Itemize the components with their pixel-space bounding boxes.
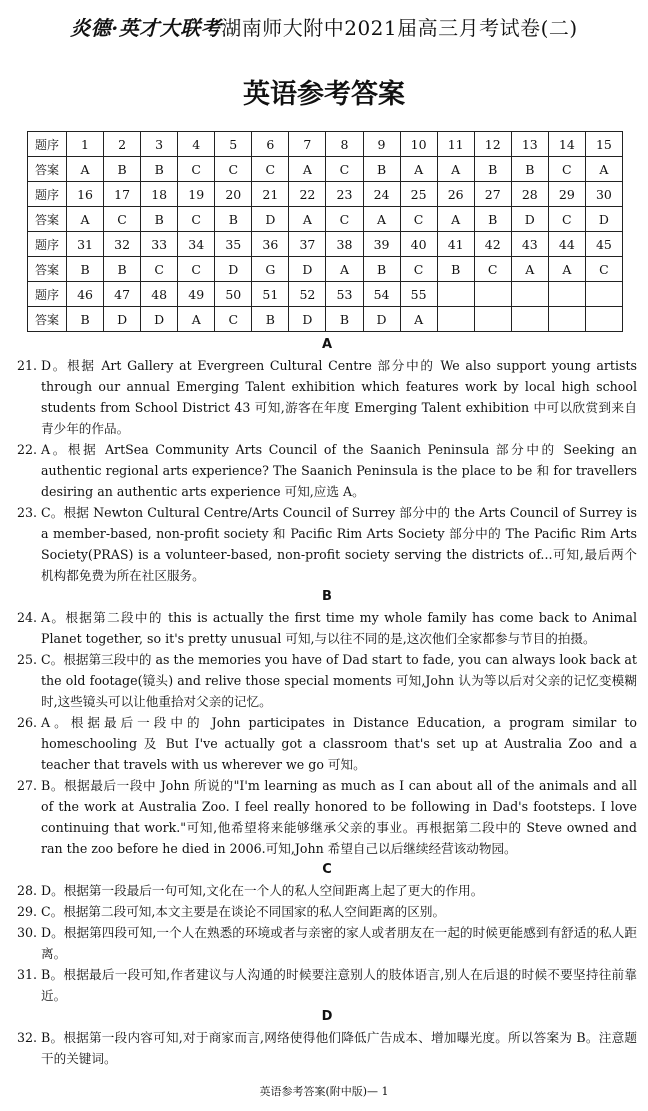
- answer-cell: D: [289, 307, 326, 332]
- answer-cell: C: [104, 207, 141, 232]
- answer-cell: G: [252, 257, 289, 282]
- answer-cell: C: [400, 257, 437, 282]
- explanation-item: [17, 901, 637, 922]
- answer-cell: B: [67, 307, 104, 332]
- explanation-text: D。根据第一段最后一句可知,文化在一个人的私人空间距离上起了更大的作用。: [41, 883, 484, 898]
- answer-cell: B: [104, 157, 141, 182]
- question-number-cell: 54: [363, 282, 400, 307]
- question-number-cell: 38: [326, 232, 363, 257]
- question-number-cell: [585, 282, 622, 307]
- answer-cell: B: [104, 257, 141, 282]
- question-number: 22.: [17, 442, 38, 457]
- explanation-text: B。根据最后一段中 John 所说的"I'm learning as much as I can about all of the animals and all of the work at Australia Zoo. I feel really honored to be following in Dad's footsteps. I love continuing that work."可知,他希望将来能够继承父亲的事业。再根据第二段中的 Steve owned and ran the zoo before he died in 2006.可知,John 希望自己以后继续经营该动物园。: [41, 778, 637, 856]
- answer-cell: C: [400, 207, 437, 232]
- question-number-cell: 7: [289, 132, 326, 157]
- question-number-cell: 8: [326, 132, 363, 157]
- answer-cell: A: [67, 157, 104, 182]
- question-number-cell: 32: [104, 232, 141, 257]
- question-number-cell: 27: [474, 182, 511, 207]
- question-number: 24.: [17, 610, 38, 625]
- answer-cell: C: [178, 157, 215, 182]
- question-number-cell: 13: [511, 132, 548, 157]
- question-number-cell: 55: [400, 282, 437, 307]
- answer-cell: B: [511, 157, 548, 182]
- row-label: 答案: [28, 207, 67, 232]
- question-number-cell: 28: [511, 182, 548, 207]
- answer-cell: B: [67, 257, 104, 282]
- question-number-cell: 9: [363, 132, 400, 157]
- answer-cell: D: [141, 307, 178, 332]
- section-label: C: [322, 862, 332, 877]
- explanation-text: B。根据最后一段可知,作者建议与人沟通的时候要注意别人的肢体语言,别人在后退的时候不要坚持往前靠近。: [41, 967, 637, 1003]
- question-number: 29.: [17, 904, 38, 919]
- explanation-text: C。根据 Newton Cultural Centre/Arts Council of Surrey 部分中的 the Arts Council of Surrey is a member-based, non-profit society 和 Pacific Rim Arts Society 部分中的 The Pacific Rim Arts Society(PRAS) is a volunteer-based, non-profit society serving the districts of...可知,最后两个机构都免费为所在社区服务。: [41, 505, 637, 583]
- question-number: 25.: [17, 652, 38, 667]
- explanation-text: A。根据最后一段中的 John participates in Distance Education, a program similar to homeschooling 及 But I've actually got a classroom that's set up at Australia Zoo and a teacher that travels with us wherever we go 可知。: [41, 715, 637, 772]
- question-number-cell: 25: [400, 182, 437, 207]
- question-number-cell: 19: [178, 182, 215, 207]
- answer-cell: A: [363, 207, 400, 232]
- answer-cell: D: [104, 307, 141, 332]
- answer-cell: C: [326, 157, 363, 182]
- question-number-cell: [437, 282, 474, 307]
- explanation-item: [17, 355, 637, 439]
- answer-row: [28, 157, 623, 182]
- answer-cell: A: [585, 157, 622, 182]
- question-number-cell: 24: [363, 182, 400, 207]
- question-number: 32.: [17, 1030, 38, 1045]
- answer-cell: [585, 307, 622, 332]
- answer-cell: A: [437, 157, 474, 182]
- section-label: D: [321, 1009, 333, 1024]
- answer-cell: B: [215, 207, 252, 232]
- explanation-item: [17, 607, 637, 649]
- question-number-cell: [511, 282, 548, 307]
- answer-cell: B: [474, 207, 511, 232]
- question-number-cell: 18: [141, 182, 178, 207]
- question-number-cell: 36: [252, 232, 289, 257]
- question-number-cell: 23: [326, 182, 363, 207]
- question-number-cell: 2: [104, 132, 141, 157]
- answer-cell: B: [474, 157, 511, 182]
- explanation-item: [17, 880, 637, 901]
- question-number-cell: 50: [215, 282, 252, 307]
- answer-cell: A: [400, 307, 437, 332]
- question-number-cell: 22: [289, 182, 326, 207]
- row-label: 答案: [28, 307, 67, 332]
- explanation-text: D。根据第四段可知,一个人在熟悉的环境或者与亲密的家人或者朋友在一起的时候更能感到有舒适的私人距离。: [41, 925, 637, 961]
- question-number-cell: 12: [474, 132, 511, 157]
- question-number-cell: 45: [585, 232, 622, 257]
- answer-cell: [474, 307, 511, 332]
- answer-cell: C: [215, 157, 252, 182]
- question-number: 28.: [17, 883, 38, 898]
- header-exam-name: 湖南师大附中2021届高三月考试卷(二): [221, 16, 578, 40]
- explanation-item: [17, 1027, 637, 1069]
- explanation-item: [17, 922, 637, 964]
- question-number-cell: 6: [252, 132, 289, 157]
- answer-cell: A: [400, 157, 437, 182]
- answer-cell: C: [474, 257, 511, 282]
- question-number-cell: 33: [141, 232, 178, 257]
- answer-cell: A: [511, 257, 548, 282]
- question-number-cell: 21: [252, 182, 289, 207]
- answer-cell: C: [215, 307, 252, 332]
- question-number-cell: 5: [215, 132, 252, 157]
- explanation-text: C。根据第二段可知,本文主要是在谈论不同国家的私人空间距离的区别。: [41, 904, 446, 919]
- explanation-item: [17, 439, 637, 502]
- question-number-row: [28, 132, 623, 157]
- row-label: 答案: [28, 157, 67, 182]
- answer-cell: B: [141, 207, 178, 232]
- question-number: 23.: [17, 505, 38, 520]
- question-number: 31.: [17, 967, 38, 982]
- question-number-cell: 47: [104, 282, 141, 307]
- question-number-row: [28, 182, 623, 207]
- answer-cell: C: [326, 207, 363, 232]
- question-number-cell: 3: [141, 132, 178, 157]
- answer-cell: A: [289, 157, 326, 182]
- section-label: B: [322, 589, 332, 604]
- answer-cell: C: [141, 257, 178, 282]
- question-number-cell: 10: [400, 132, 437, 157]
- answer-cell: [437, 307, 474, 332]
- answer-cell: B: [363, 257, 400, 282]
- answer-row: [28, 207, 623, 232]
- question-number-cell: 41: [437, 232, 474, 257]
- explanation-item: [17, 775, 637, 859]
- answer-cell: B: [363, 157, 400, 182]
- answer-cell: A: [289, 207, 326, 232]
- question-number-cell: 51: [252, 282, 289, 307]
- answer-cell: D: [585, 207, 622, 232]
- question-number: 21.: [17, 358, 38, 373]
- answer-cell: A: [178, 307, 215, 332]
- answer-cell: D: [289, 257, 326, 282]
- answer-cell: [511, 307, 548, 332]
- answer-cell: D: [363, 307, 400, 332]
- answer-cell: D: [511, 207, 548, 232]
- row-label: 题序: [28, 282, 67, 307]
- page-footer: 英语参考答案(附中版)— 1: [259, 1085, 389, 1098]
- answer-cell: D: [215, 257, 252, 282]
- explanation-text: D。根据 Art Gallery at Evergreen Cultural Centre 部分中的 We also support young artists through our annual Emerging Talent exhibition which features work by local high school students from School District 43 可知,游客在年度 Emerging Talent exhibition 中可以欣赏到来自青少年的作品。: [41, 358, 637, 436]
- question-number: 30.: [17, 925, 38, 940]
- explanation-text: C。根据第三段中的 as the memories you have of Dad start to fade, you can always look back at the old footage(镜头) and relive those special moments 可知,John 认为等以后对父亲的记忆变模糊时,这些镜头可以让他重拾对父亲的记忆。: [41, 652, 637, 709]
- question-number-cell: 4: [178, 132, 215, 157]
- answer-cell: A: [326, 257, 363, 282]
- question-number-cell: 14: [548, 132, 585, 157]
- row-label: 题序: [28, 182, 67, 207]
- explanation-item: [17, 712, 637, 775]
- explanations: [17, 334, 637, 1069]
- row-label: 题序: [28, 232, 67, 257]
- answer-cell: B: [141, 157, 178, 182]
- question-number-cell: 48: [141, 282, 178, 307]
- explanation-item: [17, 649, 637, 712]
- question-number-cell: 39: [363, 232, 400, 257]
- row-label: 答案: [28, 257, 67, 282]
- answer-cell: C: [178, 207, 215, 232]
- question-number-cell: 43: [511, 232, 548, 257]
- question-number-cell: 30: [585, 182, 622, 207]
- answer-cell: A: [437, 207, 474, 232]
- answer-key-table: [27, 131, 623, 332]
- exam-header: [0, 12, 648, 41]
- answer-row: [28, 307, 623, 332]
- answer-cell: A: [548, 257, 585, 282]
- question-number-cell: 35: [215, 232, 252, 257]
- question-number-cell: [474, 282, 511, 307]
- question-number: 26.: [17, 715, 38, 730]
- question-number-cell: 44: [548, 232, 585, 257]
- question-number-row: [28, 282, 623, 307]
- question-number-cell: 1: [67, 132, 104, 157]
- answer-cell: A: [67, 207, 104, 232]
- question-number-row: [28, 232, 623, 257]
- row-label: 题序: [28, 132, 67, 157]
- question-number-cell: 42: [474, 232, 511, 257]
- question-number-cell: 52: [289, 282, 326, 307]
- explanation-text: A。根据 ArtSea Community Arts Council of the Saanich Peninsula 部分中的 Seeking an authentic regional arts experience? The Saanich Peninsula is the place to be 和 for travellers desiring an authentic arts experience 可知,应选 A。: [41, 442, 637, 499]
- question-number-cell: 40: [400, 232, 437, 257]
- explanation-text: A。根据第二段中的 this is actually the first time my whole family has come back to Animal Planet together, so it's pretty unusual 可知,与以往不同的是,这次他们全家都参与节目的拍摄。: [41, 610, 637, 646]
- question-number-cell: 34: [178, 232, 215, 257]
- page-title: 英语参考答案: [243, 79, 405, 110]
- question-number: 27.: [17, 778, 38, 793]
- answer-cell: B: [252, 307, 289, 332]
- header-brand: 炎德·英才大联考: [70, 16, 222, 40]
- explanation-item: [17, 964, 637, 1006]
- answer-cell: C: [178, 257, 215, 282]
- answer-cell: [548, 307, 585, 332]
- question-number-cell: 29: [548, 182, 585, 207]
- question-number-cell: 46: [67, 282, 104, 307]
- answer-cell: C: [548, 207, 585, 232]
- answer-cell: B: [437, 257, 474, 282]
- answer-cell: B: [326, 307, 363, 332]
- explanation-item: [17, 502, 637, 586]
- answer-row: [28, 257, 623, 282]
- question-number-cell: 31: [67, 232, 104, 257]
- section-label: A: [321, 337, 333, 352]
- explanation-text: B。根据第一段内容可知,对于商家而言,网络使得他们降低广告成本、增加曝光度。所以答案为 B。注意题干的关键词。: [41, 1030, 637, 1066]
- question-number-cell: 11: [437, 132, 474, 157]
- answer-cell: C: [548, 157, 585, 182]
- question-number-cell: 16: [67, 182, 104, 207]
- question-number-cell: [548, 282, 585, 307]
- question-number-cell: 17: [104, 182, 141, 207]
- answer-cell: C: [585, 257, 622, 282]
- question-number-cell: 15: [585, 132, 622, 157]
- answer-cell: D: [252, 207, 289, 232]
- question-number-cell: 37: [289, 232, 326, 257]
- question-number-cell: 26: [437, 182, 474, 207]
- answer-cell: C: [252, 157, 289, 182]
- question-number-cell: 20: [215, 182, 252, 207]
- question-number-cell: 53: [326, 282, 363, 307]
- question-number-cell: 49: [178, 282, 215, 307]
